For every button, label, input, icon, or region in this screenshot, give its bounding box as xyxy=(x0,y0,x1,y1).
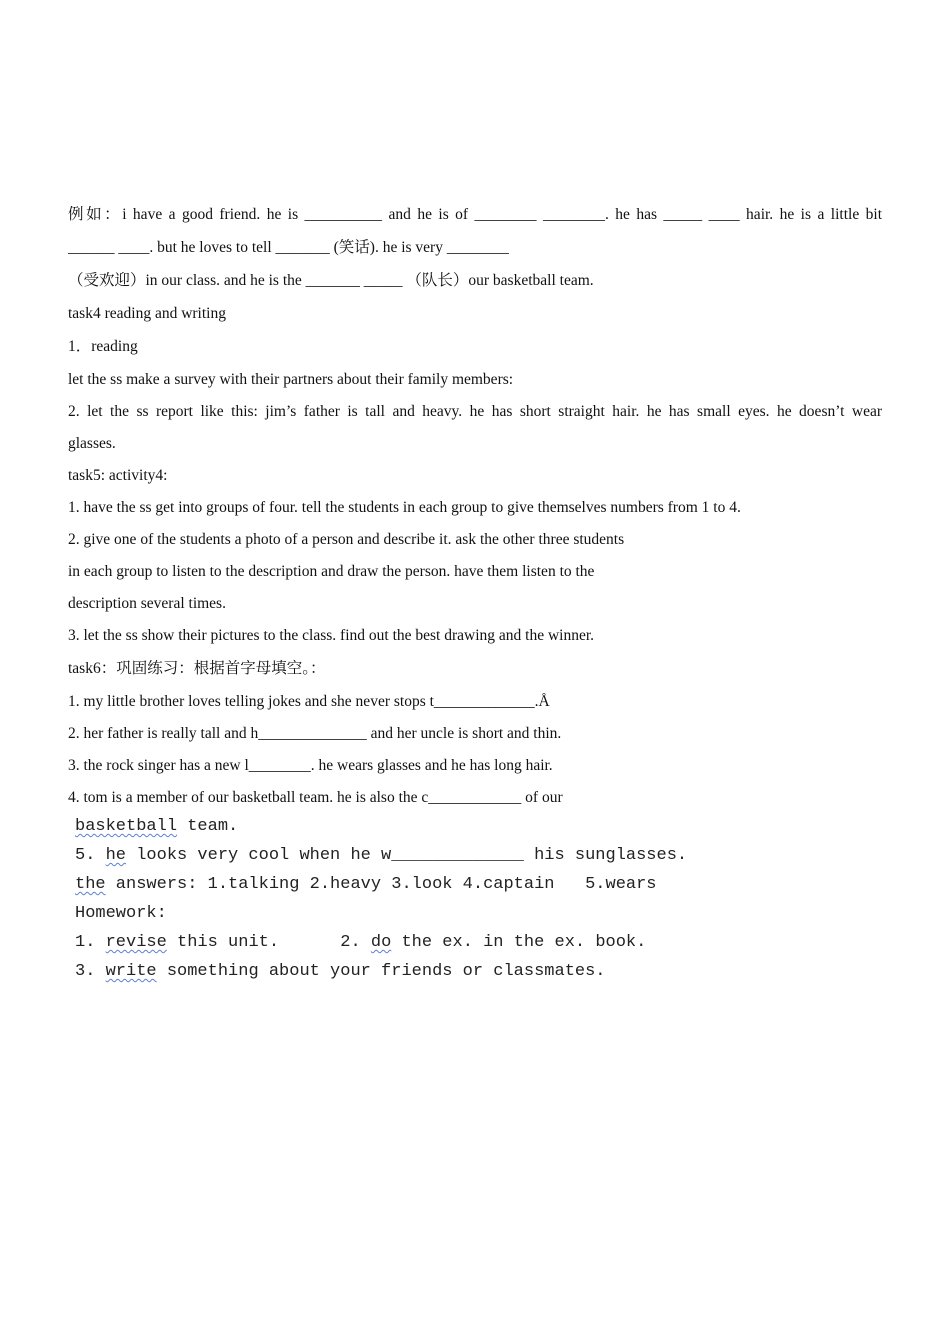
task5-item-3: 3. let the ss show their pictures to the class. find out the best drawing and the winner. xyxy=(68,627,595,644)
task4-item-1-text: let the ss make a survey with their partners about their family members: xyxy=(68,371,514,388)
spellcheck-word: do xyxy=(370,933,392,952)
task5-item-1: 1. have the ss get into groups of four. tell the students in each group to give themselves numbers from 1 to 4. xyxy=(68,499,741,516)
example-line-2: ______ ____. but he loves to tell _______ (笑话). he is very ________ xyxy=(68,239,509,256)
task5-heading: task5: activity4: xyxy=(68,467,168,484)
task6-question-2: 2. her father is really tall and h______________ and her uncle is short and thin. xyxy=(68,725,562,742)
question-4-continuation xyxy=(75,816,238,838)
spellcheck-word: the xyxy=(75,875,106,894)
spellcheck-word: write xyxy=(105,962,157,981)
task4-item-1: 1．reading xyxy=(68,338,138,355)
task6-question-5 xyxy=(75,845,687,867)
example-line-1: 例如：i have a good friend. he is __________ and he is of ________ ________. he has _____ ____ hair. he is a little bit xyxy=(68,206,882,223)
answer-key xyxy=(75,874,657,896)
spellcheck-word: he xyxy=(105,846,127,865)
homework-item-3 xyxy=(75,961,606,983)
task4-item-2-line-2: glasses. xyxy=(68,435,116,452)
task6-question-4: 4. tom is a member of our basketball team. he is also the c____________ of our xyxy=(68,789,563,806)
text-run: something about your friends or classmates. xyxy=(156,962,606,981)
task6-question-3: 3. the rock singer has a new l________. he wears glasses and he has long hair. xyxy=(68,757,553,774)
text-run: 5. xyxy=(75,846,106,865)
spellcheck-word: revise xyxy=(105,933,167,952)
task5-item-2-line-3: description several times. xyxy=(68,595,226,612)
task4-heading: task4 reading and writing xyxy=(68,305,226,322)
task6-heading: task6：巩固练习：根据首字母填空。： xyxy=(68,660,326,677)
text-run: team. xyxy=(177,817,239,836)
task5-item-2-line-1: 2. give one of the students a photo of a person and describe it. ask the other three students xyxy=(68,531,625,548)
example-line-3: （受欢迎）in our class. and he is the _______ _____ （队长）our basketball team. xyxy=(68,272,594,289)
homework-items-1-2 xyxy=(75,932,646,954)
text-run: answers: 1.talking 2.heavy 3.look 4.captain 5.wears xyxy=(105,875,657,894)
text-run: the ex. in the ex. book. xyxy=(391,933,647,952)
task6-question-1: 1. my little brother loves telling jokes and she never stops t_____________.Å xyxy=(68,693,550,710)
text-run: looks very cool when he w_____________ his sunglasses. xyxy=(126,846,688,865)
text-run: this unit. 2. xyxy=(166,933,371,952)
task5-item-2-line-2: in each group to listen to the description and draw the person. have them listen to the xyxy=(68,563,595,580)
text-run: 3. xyxy=(75,962,106,981)
task4-item-2-line-1: 2. let the ss report like this: jim’s father is tall and heavy. he has short straight hair. he has small eyes. he doesn’t wear xyxy=(68,403,882,420)
text-run: 1. xyxy=(75,933,106,952)
homework-heading: Homework: xyxy=(75,904,167,923)
spellcheck-word: basketball xyxy=(75,817,178,836)
